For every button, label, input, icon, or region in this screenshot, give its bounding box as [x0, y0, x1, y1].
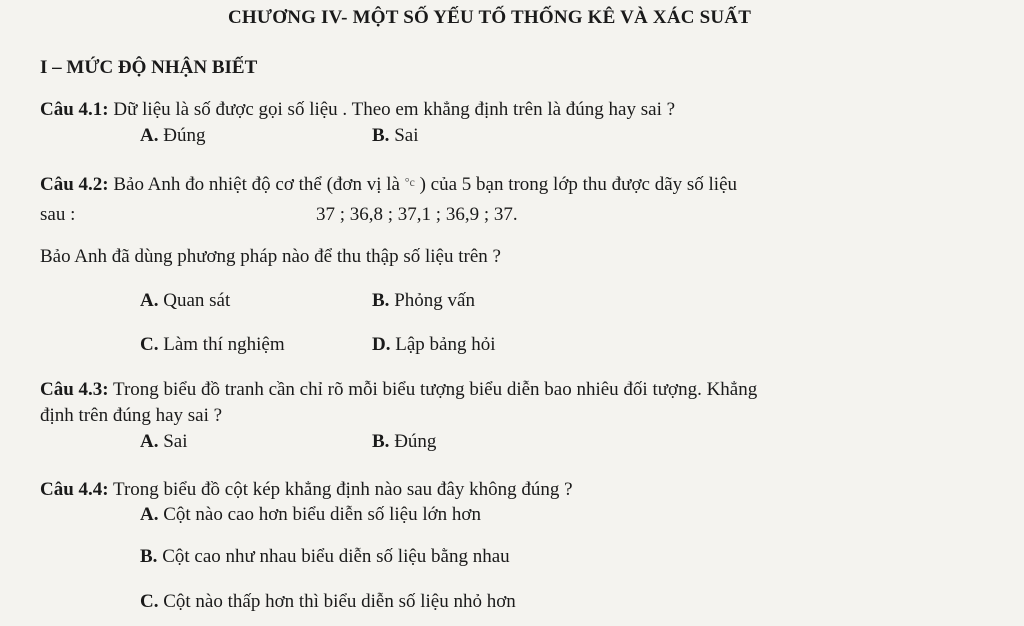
option-c — [140, 590, 516, 614]
question-text: Trong biểu đồ cột kép khẳng định nào sau đây không đúng ? — [113, 479, 573, 500]
question-text: Trong biểu đồ tranh cần chỉ rõ mỗi biểu tượng biểu diễn bao nhiêu đối tượng. Khẳng — [113, 379, 758, 400]
question-4-3 — [40, 378, 757, 402]
option-text: Cột nào thấp hơn thì biểu diễn số liệu nhỏ hơn — [163, 591, 516, 612]
option-a — [140, 124, 205, 148]
option-text: Phỏng vấn — [394, 290, 475, 311]
question-4-3-line2: định trên đúng hay sai ? — [40, 405, 223, 426]
option-b — [372, 289, 475, 313]
question-label: Câu 4.3: — [40, 379, 109, 400]
question-text-after: ) của 5 bạn trong lớp thu được dãy số liệu — [419, 174, 738, 195]
option-b — [372, 430, 436, 454]
option-letter: A. — [140, 504, 159, 525]
option-letter: A. — [140, 125, 159, 146]
question-text: Dữ liệu là số được gọi số liệu . Theo em khẳng định trên là đúng hay sai ? — [113, 99, 676, 120]
option-letter: C. — [140, 591, 159, 612]
option-text: Đúng — [394, 431, 437, 452]
option-b — [140, 545, 510, 569]
option-text: Quan sát — [163, 290, 231, 311]
section-title: I – MỨC ĐỘ NHẬN BIẾT — [40, 57, 258, 78]
question-4-2-line2-left: sau : — [40, 204, 76, 225]
option-text: Đúng — [163, 125, 206, 146]
chapter-title: CHƯƠNG IV- MỘT SỐ YẾU TỐ THỐNG KÊ VÀ XÁC SUẤT — [228, 7, 752, 28]
option-b — [372, 124, 418, 148]
unit-text: °c — [404, 175, 415, 189]
option-letter: A. — [140, 431, 159, 452]
option-c — [140, 333, 285, 357]
option-letter: A. — [140, 290, 159, 311]
option-d — [372, 333, 496, 357]
question-4-4 — [40, 478, 573, 502]
option-text: Làm thí nghiệm — [163, 334, 285, 355]
question-label: Câu 4.4: — [40, 479, 109, 500]
question-4-2 — [40, 170, 737, 197]
option-text: Cột nào cao hơn biểu diễn số liệu lớn hơn — [163, 504, 481, 525]
option-a — [140, 289, 230, 313]
option-letter: D. — [372, 334, 391, 355]
question-label: Câu 4.1: — [40, 99, 109, 120]
option-a — [140, 430, 188, 454]
option-text: Sai — [394, 125, 419, 146]
question-text-before: Bảo Anh đo nhiệt độ cơ thể (đơn vị là — [113, 174, 400, 195]
option-a — [140, 503, 481, 527]
option-letter: B. — [140, 546, 158, 567]
question-label: Câu 4.2: — [40, 174, 109, 195]
option-text: Cột cao như nhau biểu diễn số liệu bằng nhau — [162, 546, 510, 567]
option-letter: B. — [372, 125, 390, 146]
option-letter: B. — [372, 431, 390, 452]
question-4-2-line3: Bảo Anh đã dùng phương pháp nào để thu thập số liệu trên ? — [40, 246, 501, 267]
option-text: Lập bảng hỏi — [395, 334, 496, 355]
option-letter: C. — [140, 334, 159, 355]
data-values: 37 ; 36,8 ; 37,1 ; 36,9 ; 37. — [316, 204, 518, 225]
option-text: Sai — [163, 431, 188, 452]
question-4-1 — [40, 98, 675, 122]
option-letter: B. — [372, 290, 390, 311]
